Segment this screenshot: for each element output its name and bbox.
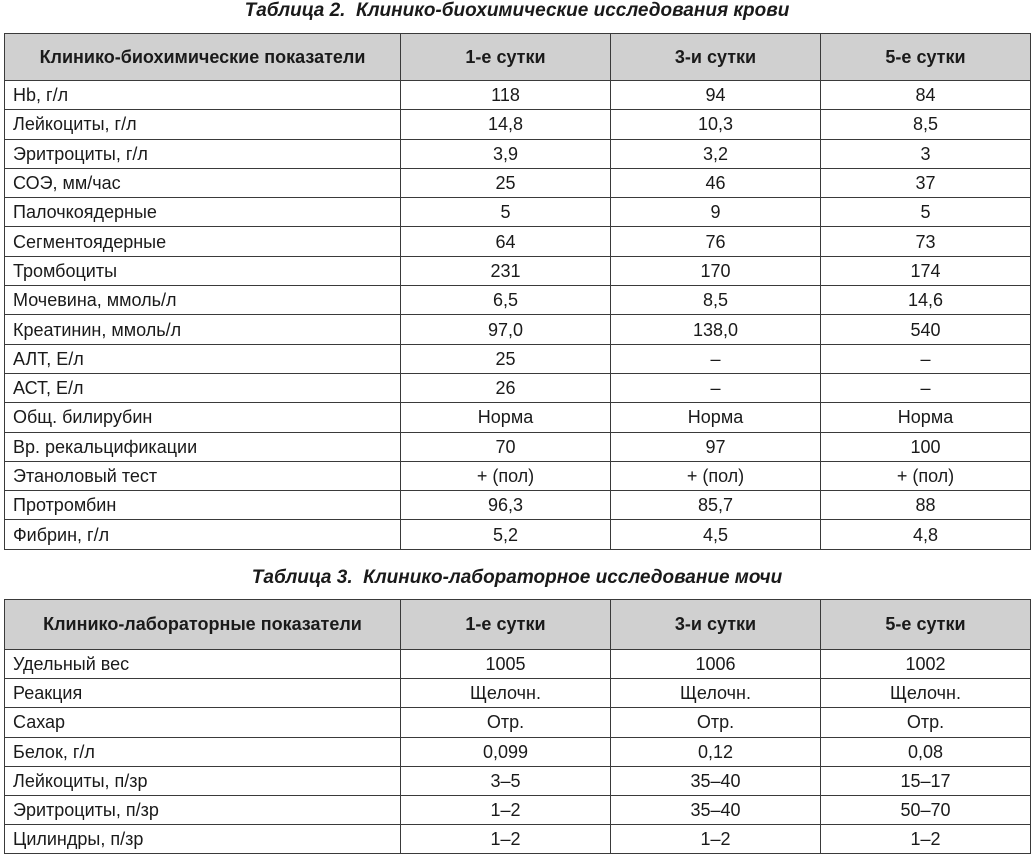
day-5-cell: 4,8 xyxy=(821,520,1031,549)
day-5-cell: 15–17 xyxy=(821,766,1031,795)
table-row xyxy=(5,168,1031,197)
table-row xyxy=(5,286,1031,315)
table-row xyxy=(5,373,1031,402)
day-5-cell: – xyxy=(821,344,1031,373)
day-3-cell: 0,12 xyxy=(611,737,821,766)
day-5-cell: 0,08 xyxy=(821,737,1031,766)
indicator-cell: АЛТ, Е/л xyxy=(5,344,401,373)
day-1-cell: 5,2 xyxy=(401,520,611,549)
column-header-indicator: Клинико-биохимические показатели xyxy=(5,34,401,81)
table-row xyxy=(5,110,1031,139)
day-1-cell: 3,9 xyxy=(401,139,611,168)
table-row xyxy=(5,766,1031,795)
day-5-cell: 84 xyxy=(821,81,1031,110)
column-header-day-1: 1-е сутки xyxy=(401,34,611,81)
day-3-cell: – xyxy=(611,344,821,373)
day-1-cell: 26 xyxy=(401,373,611,402)
day-5-cell: 540 xyxy=(821,315,1031,344)
day-1-cell: Щелочн. xyxy=(401,679,611,708)
column-header-day-3: 3-и сутки xyxy=(611,600,821,650)
day-5-cell: 1–2 xyxy=(821,825,1031,854)
day-3-cell: 94 xyxy=(611,81,821,110)
column-header-day-5: 5-е сутки xyxy=(821,600,1031,650)
column-header-day-3: 3-и сутки xyxy=(611,34,821,81)
day-1-cell: 118 xyxy=(401,81,611,110)
table-row xyxy=(5,227,1031,256)
indicator-cell: Реакция xyxy=(5,679,401,708)
indicator-cell: Эритроциты, г/л xyxy=(5,139,401,168)
table-row xyxy=(5,315,1031,344)
day-5-cell: 50–70 xyxy=(821,795,1031,824)
day-3-cell: 85,7 xyxy=(611,491,821,520)
indicator-cell: Протромбин xyxy=(5,491,401,520)
column-header-day-5: 5-е сутки xyxy=(821,34,1031,81)
day-1-cell: 5 xyxy=(401,198,611,227)
table-row xyxy=(5,139,1031,168)
day-3-cell: 35–40 xyxy=(611,766,821,795)
day-3-cell: 46 xyxy=(611,168,821,197)
table-row xyxy=(5,198,1031,227)
table-row xyxy=(5,795,1031,824)
day-5-cell: 37 xyxy=(821,168,1031,197)
indicator-cell: Креатинин, ммоль/л xyxy=(5,315,401,344)
table-row xyxy=(5,708,1031,737)
indicator-cell: Hb, г/л xyxy=(5,81,401,110)
day-3-cell: Норма xyxy=(611,403,821,432)
blood-tests-table-body xyxy=(5,81,1031,550)
day-5-cell: 5 xyxy=(821,198,1031,227)
urine-tests-table xyxy=(4,599,1031,854)
day-5-cell: Щелочн. xyxy=(821,679,1031,708)
day-5-cell: 100 xyxy=(821,432,1031,461)
indicator-cell: Тромбоциты xyxy=(5,256,401,285)
day-1-cell: + (пол) xyxy=(401,461,611,490)
day-5-cell: + (пол) xyxy=(821,461,1031,490)
blood-tests-table xyxy=(4,33,1031,550)
table-row xyxy=(5,81,1031,110)
table-row xyxy=(5,256,1031,285)
day-1-cell: 25 xyxy=(401,168,611,197)
day-3-cell: 1–2 xyxy=(611,825,821,854)
column-header-indicator: Клинико-лабораторные показатели xyxy=(5,600,401,650)
day-3-cell: 97 xyxy=(611,432,821,461)
day-5-cell: 174 xyxy=(821,256,1031,285)
column-header-day-1: 1-е сутки xyxy=(401,600,611,650)
indicator-cell: Белок, г/л xyxy=(5,737,401,766)
indicator-cell: Удельный вес xyxy=(5,650,401,679)
urine-tests-table-body xyxy=(5,650,1031,854)
indicator-cell: Лейкоциты, г/л xyxy=(5,110,401,139)
table-row xyxy=(5,491,1031,520)
day-3-cell: 76 xyxy=(611,227,821,256)
day-3-cell: 35–40 xyxy=(611,795,821,824)
day-5-cell: 3 xyxy=(821,139,1031,168)
indicator-cell: Цилиндры, п/зр xyxy=(5,825,401,854)
table-header-row xyxy=(5,600,1031,650)
table-row xyxy=(5,825,1031,854)
table-row xyxy=(5,344,1031,373)
day-1-cell: 97,0 xyxy=(401,315,611,344)
indicator-cell: Мочевина, ммоль/л xyxy=(5,286,401,315)
day-1-cell: 6,5 xyxy=(401,286,611,315)
table-row xyxy=(5,432,1031,461)
table-row xyxy=(5,737,1031,766)
day-3-cell: 9 xyxy=(611,198,821,227)
day-3-cell: Щелочн. xyxy=(611,679,821,708)
table-row xyxy=(5,650,1031,679)
indicator-cell: Лейкоциты, п/зр xyxy=(5,766,401,795)
indicator-cell: Фибрин, г/л xyxy=(5,520,401,549)
day-1-cell: 14,8 xyxy=(401,110,611,139)
day-3-cell: – xyxy=(611,373,821,402)
day-5-cell: Норма xyxy=(821,403,1031,432)
indicator-cell: Палочкоядерные xyxy=(5,198,401,227)
day-3-cell: 170 xyxy=(611,256,821,285)
day-5-cell: Отр. xyxy=(821,708,1031,737)
indicator-cell: Сахар xyxy=(5,708,401,737)
day-5-cell: 88 xyxy=(821,491,1031,520)
day-3-cell: 138,0 xyxy=(611,315,821,344)
day-1-cell: 3–5 xyxy=(401,766,611,795)
table-row xyxy=(5,461,1031,490)
table-row xyxy=(5,403,1031,432)
table-row xyxy=(5,679,1031,708)
day-3-cell: + (пол) xyxy=(611,461,821,490)
day-1-cell: 1005 xyxy=(401,650,611,679)
day-5-cell: 14,6 xyxy=(821,286,1031,315)
table-header-row xyxy=(5,34,1031,81)
indicator-cell: СОЭ, мм/час xyxy=(5,168,401,197)
indicator-cell: Этаноловый тест xyxy=(5,461,401,490)
indicator-cell: Эритроциты, п/зр xyxy=(5,795,401,824)
day-5-cell: – xyxy=(821,373,1031,402)
table-3-caption: Таблица 3. Клинико-лабораторное исследование мочи xyxy=(251,567,783,588)
day-1-cell: 64 xyxy=(401,227,611,256)
day-1-cell: 70 xyxy=(401,432,611,461)
indicator-cell: АСТ, Е/л xyxy=(5,373,401,402)
table-2-caption: Таблица 2. Клинико-биохимические исследования крови xyxy=(244,0,790,21)
day-5-cell: 73 xyxy=(821,227,1031,256)
day-3-cell: Отр. xyxy=(611,708,821,737)
day-5-cell: 8,5 xyxy=(821,110,1031,139)
day-3-cell: 8,5 xyxy=(611,286,821,315)
indicator-cell: Вр. рекальцификации xyxy=(5,432,401,461)
day-1-cell: Норма xyxy=(401,403,611,432)
day-3-cell: 4,5 xyxy=(611,520,821,549)
indicator-cell: Сегментоядерные xyxy=(5,227,401,256)
day-3-cell: 3,2 xyxy=(611,139,821,168)
indicator-cell: Общ. билирубин xyxy=(5,403,401,432)
day-1-cell: 1–2 xyxy=(401,795,611,824)
day-1-cell: 96,3 xyxy=(401,491,611,520)
day-5-cell: 1002 xyxy=(821,650,1031,679)
day-1-cell: 25 xyxy=(401,344,611,373)
day-1-cell: 231 xyxy=(401,256,611,285)
day-1-cell: 0,099 xyxy=(401,737,611,766)
day-1-cell: Отр. xyxy=(401,708,611,737)
day-1-cell: 1–2 xyxy=(401,825,611,854)
day-3-cell: 1006 xyxy=(611,650,821,679)
table-row xyxy=(5,520,1031,549)
day-3-cell: 10,3 xyxy=(611,110,821,139)
